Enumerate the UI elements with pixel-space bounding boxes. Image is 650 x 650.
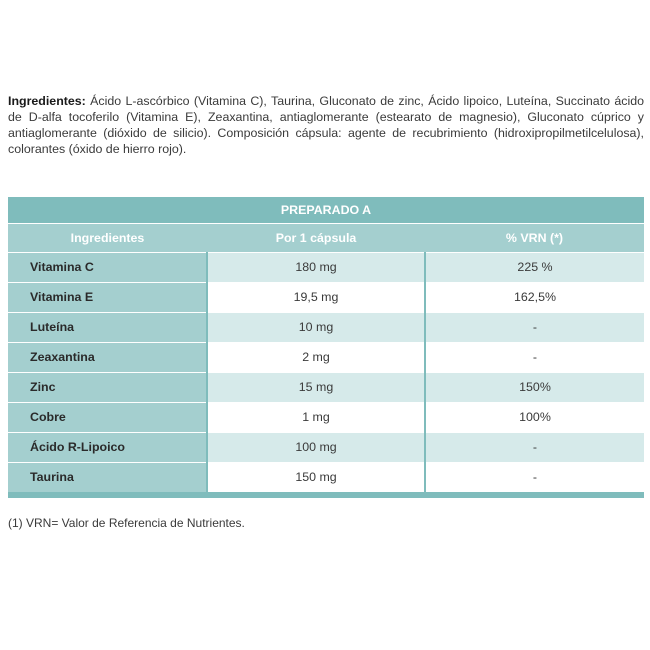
table-bottom-bar: [8, 492, 644, 498]
table-bottom-divider: [8, 492, 644, 498]
row-name: Cobre: [8, 402, 207, 432]
row-vrn: -: [425, 432, 644, 462]
row-amount: 2 mg: [207, 342, 425, 372]
row-vrn: 225 %: [425, 252, 644, 282]
row-amount: 1 mg: [207, 402, 425, 432]
row-amount: 100 mg: [207, 432, 425, 462]
row-amount: 15 mg: [207, 372, 425, 402]
column-header-vrn: % VRN (*): [425, 223, 644, 252]
table-row: [8, 342, 644, 372]
table-row: [8, 372, 644, 402]
table-title-row: [8, 197, 644, 223]
row-vrn: 100%: [425, 402, 644, 432]
row-amount: 180 mg: [207, 252, 425, 282]
row-amount: 19,5 mg: [207, 282, 425, 312]
row-name: Taurina: [8, 462, 207, 492]
row-name: Zeaxantina: [8, 342, 207, 372]
table-row: [8, 432, 644, 462]
column-header-ingredients: Ingredientes: [8, 223, 207, 252]
nutrition-table: [8, 197, 644, 498]
row-name: Vitamina E: [8, 282, 207, 312]
row-vrn: 162,5%: [425, 282, 644, 312]
footnote: (1) VRN= Valor de Referencia de Nutrientes.: [8, 516, 245, 530]
table-row: [8, 282, 644, 312]
row-vrn: 150%: [425, 372, 644, 402]
row-name: Luteína: [8, 312, 207, 342]
table-row: [8, 252, 644, 282]
row-vrn: -: [425, 462, 644, 492]
table-title: PREPARADO A: [280, 202, 372, 217]
table-row: [8, 402, 644, 432]
ingredients-label: Ingredientes:: [8, 94, 86, 108]
row-amount: 150 mg: [207, 462, 425, 492]
row-vrn: -: [425, 342, 644, 372]
ingredients-paragraph: [8, 93, 644, 157]
table-row: [8, 312, 644, 342]
row-vrn: -: [425, 312, 644, 342]
column-header-amount: Por 1 cápsula: [207, 223, 425, 252]
ingredients-text: Ácido L-ascórbico (Vitamina C), Taurina, Gluconato de zinc, Ácido lipoico, Luteína, Succinato ácido de D-alfa tocoferilo (Vitamina E), Zeaxantina, antiaglomerante (estearato de magnesio), Gluconato cúprico y antiaglomerante (dióxido de silicio). Composición cápsula: agente de recubrimiento (hidroxipropilmetilcelulosa), colorantes (óxido de hierro rojo).: [8, 94, 644, 156]
table-header-row: [8, 223, 644, 252]
row-name: Zinc: [8, 372, 207, 402]
row-name: Ácido R-Lipoico: [8, 432, 207, 462]
row-name: Vitamina C: [8, 252, 207, 282]
table-row: [8, 462, 644, 492]
row-amount: 10 mg: [207, 312, 425, 342]
